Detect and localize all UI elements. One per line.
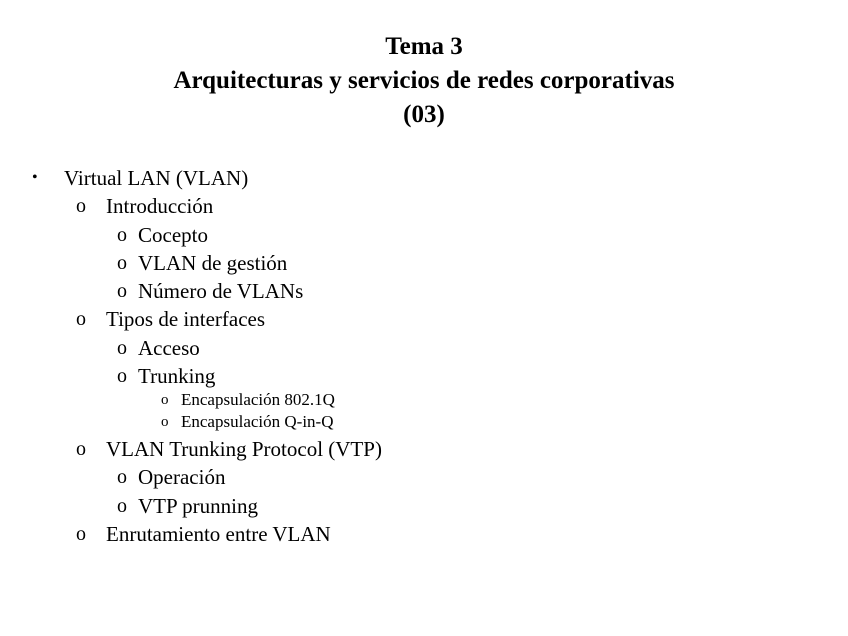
- bullet-icon: o: [76, 308, 86, 330]
- bullet-icon: o: [117, 337, 127, 359]
- list-item-text: Tipos de interfaces: [106, 307, 266, 331]
- list-item-text: VLAN de gestión: [138, 251, 288, 275]
- list-item-text: Número de VLANs: [138, 279, 304, 303]
- list-item-text: VLAN Trunking Protocol (VTP): [106, 437, 382, 461]
- list-item-text: Enrutamiento entre VLAN: [106, 522, 331, 546]
- list-item-text: VTP prunning: [138, 494, 258, 518]
- list-item-text: Virtual LAN (VLAN): [64, 166, 249, 190]
- bullet-icon: •: [32, 169, 38, 186]
- page-title: [0, 30, 848, 132]
- list-item-text: Trunking: [138, 364, 216, 388]
- bullet-icon: o: [76, 195, 86, 217]
- list-item-text: Operación: [138, 465, 226, 489]
- bullet-icon: o: [117, 280, 127, 302]
- bullet-icon: o: [117, 365, 127, 387]
- bullet-icon: o: [117, 224, 127, 246]
- list-item-text: Introducción: [106, 194, 214, 218]
- bullet-icon: o: [161, 414, 169, 430]
- bullet-icon: o: [76, 438, 86, 460]
- title-line-3: (03): [403, 101, 445, 128]
- bullet-icon: o: [161, 392, 169, 408]
- bullet-icon: o: [117, 495, 127, 517]
- bullet-icon: o: [76, 523, 86, 545]
- title-line-2: Arquitecturas y servicios de redes corporativas: [173, 67, 675, 94]
- bullet-icon: o: [117, 252, 127, 274]
- list-item-text: Encapsulación 802.1Q: [181, 390, 335, 409]
- list-item-text: Acceso: [138, 336, 200, 360]
- list-item-text: Cocepto: [138, 223, 208, 247]
- title-line-1: Tema 3: [385, 33, 463, 60]
- list-item-text: Encapsulación Q-in-Q: [181, 412, 334, 431]
- bullet-icon: o: [117, 466, 127, 488]
